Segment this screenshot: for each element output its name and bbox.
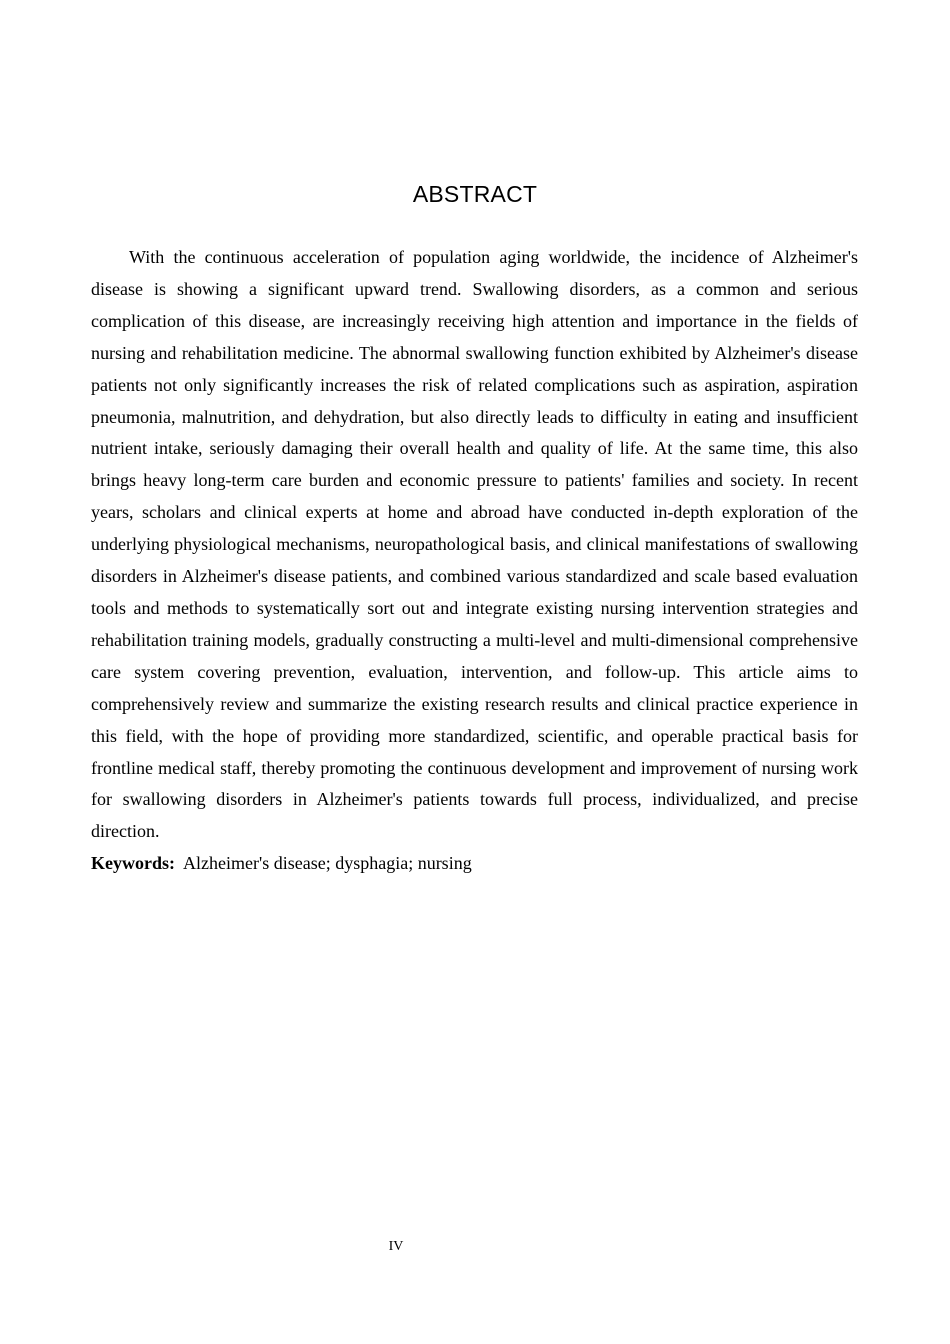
keywords-label: Keywords: — [91, 853, 175, 873]
keywords-line — [91, 848, 858, 880]
page-number: IV — [388, 1239, 404, 1254]
abstract-body: With the continuous acceleration of population aging worldwide, the incidence of Alzheimer's disease is showing a significant upward trend. Swallowing disorders, as a common and serious complication of this disease, are increasingly receiving high attention and importance in the fields of nursing and rehabilitation medicine. The abnormal swallowing function exhibited by Alzheimer's disease patients not only significantly increases the risk of related complications such as aspiration, aspiration pneumonia, malnutrition, and dehydration, but also directly leads to difficulty in eating and insufficient nutrient intake, seriously damaging their overall health and quality of life. At the same time, this also brings heavy long-term care burden and economic pressure to patients' families and society. In recent years, scholars and clinical experts at home and abroad have conducted in-depth exploration of the underlying physiological mechanisms, neuropathological basis, and clinical manifestations of swallowing disorders in Alzheimer's disease patients, and combined various standardized and scale based evaluation tools and methods to systematically sort out and integrate existing nursing intervention strategies and rehabilitation training models, gradually constructing a multi-level and multi-dimensional comprehensive care system covering prevention, evaluation, intervention, and follow-up. This article aims to comprehensively review and summarize the existing research results and clinical practice experience in this field, with the hope of providing more standardized, scientific, and operable practical basis for frontline medical staff, thereby promoting the continuous development and improvement of nursing work for swallowing disorders in Alzheimer's patients towards full process, individualized, and precise direction. — [91, 247, 858, 842]
keywords-value: Alzheimer's disease; dysphagia; nursing — [183, 853, 472, 873]
abstract-title: ABSTRACT — [412, 181, 538, 207]
